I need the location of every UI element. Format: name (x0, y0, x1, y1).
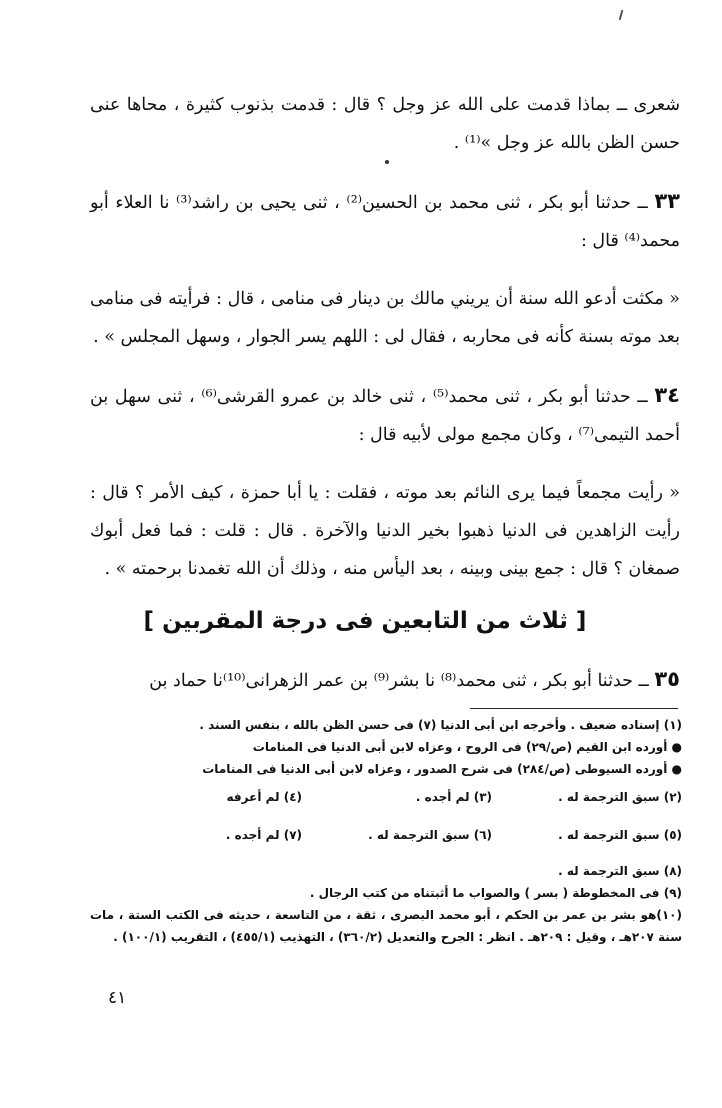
isnad-35: ــ حدثنا أبو بكر ، ثنى محمد⁽⁸⁾ نا بشر⁽⁹⁾ بن عمر الزهرانى⁽¹⁰⁾نا حماد بن (149, 671, 649, 691)
item-number-33: ٣٣ (654, 189, 680, 213)
narration-35 (90, 660, 680, 700)
section-heading: [ ثلاث من التابعين فى درجة المقربين ] (143, 608, 587, 634)
paragraph-continuation: شعرى ــ بماذا قدمت على الله عز وجل ؟ قال : قدمت بذنوب كثيرة ، محاها عنى حسن الظن بالله عز وجل »⁽¹⁾ . (90, 95, 680, 153)
footnote-8: (٨) سبق الترجمة له . (558, 864, 682, 878)
main-text (90, 86, 680, 588)
footnote-5: (٥) سبق الترجمة له . (558, 828, 682, 842)
footnote-2: (٢) سبق الترجمة له . (558, 790, 682, 804)
isnad-34: ــ حدثنا أبو بكر ، ثنى محمد⁽⁵⁾ ، ثنى خالد بن عمرو القرشى⁽⁶⁾ ، ثنى سهل بن أحمد التيمى⁽⁷⁾ ، وكان مجمع مولى لأبيه قال : (90, 387, 680, 445)
footnote-10: (١٠)هو بشر بن عمر بن الحكم ، أبو محمد البصرى ، ثقة ، من التاسعة ، حديثه فى الكتب الستة ، مات سنة ٢٠٧هـ ، وقيل : ٢٠٩هـ . انظر : الجرح والتعديل (٣٦٠/٢) ، التهذيب (٤٥٥/١) ، التقريب (١٠٠/١) . (90, 908, 682, 944)
item-number-35: ٣٥ (654, 667, 680, 691)
footnote-4: (٤) لم أعرفه (226, 790, 302, 804)
footnote-7: (٧) لم أجده . (225, 828, 302, 842)
footnote-row-2-4 (90, 786, 682, 808)
footnote-9: (٩) فى المخطوطة ( بسر ) والصواب ما أثبتناه من كتب الرجال . (309, 886, 682, 900)
margin-mark (619, 10, 624, 20)
quote-34: « رأيت مجمعاً فيما يرى النائم بعد موته ، فقلت : يا أبا حمزة ، كيف الأمر ؟ قال : رأيت الزاهدين فى الدنيا ذهبوا بخير الدنيا والآخرة . قال : قلت : فما فعل أبوك صمغان ؟ قال : جمع بينى وبينه ، بعد اليأس منه ، وذلك أن الله تغمدنا برحمته » . (90, 483, 680, 579)
quote-33: « مكثت أدعو الله سنة أن يريني مالك بن دينار فى منامى ، قال : فرأيته فى منامى بعد موته بسنة كأنه فى محاربه ، فقال لى : اللهم يسر الجوار ، وسهل المجلس » . (90, 289, 680, 347)
footnote-3: (٣) لم أجده . (415, 790, 492, 804)
narration-33 (90, 182, 680, 260)
isnad-33: ــ حدثنا أبو بكر ، ثنى محمد بن الحسين⁽²⁾ ، ثنى يحيى بن راشد⁽³⁾ نا العلاء أبو محمد⁽⁴⁾ قال : (90, 193, 680, 251)
page-number: ٤١ (108, 988, 127, 1008)
footnote-separator (470, 708, 678, 709)
footnotes (90, 714, 682, 948)
narration-34 (90, 376, 680, 454)
footnote-1: (١) إسناده ضعيف . وأخرجه ابن أبى الدنيا (٧) فى حسن الظن بالله ، بنفس السند . (199, 718, 682, 732)
footnote-1-ref-a: ● أورده ابن القيم (ص/٢٩) فى الروح ، وعزاه لابن أبى الدنيا فى المنامات (252, 740, 682, 754)
footnote-row-5-7 (90, 824, 682, 846)
footnote-1-ref-b: ● أورده السيوطى (ص/٢٨٤) فى شرح الصدور ، وعزاه لابن أبى الدنيا فى المنامات (202, 762, 682, 776)
footnote-6: (٦) سبق الترجمة له . (368, 828, 492, 842)
item-number-34: ٣٤ (654, 383, 680, 407)
